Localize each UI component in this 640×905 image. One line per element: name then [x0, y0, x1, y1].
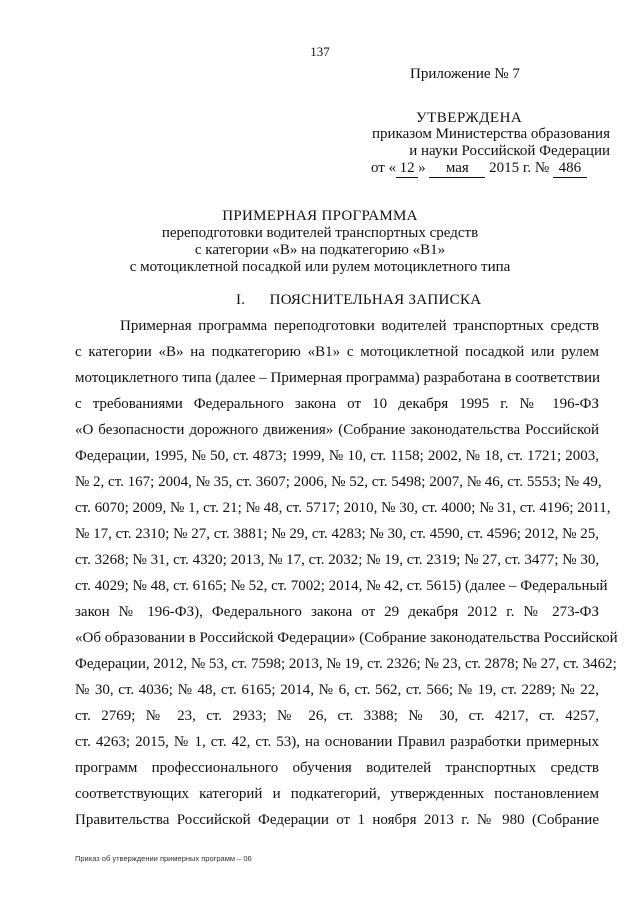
- approval-quote-close: »: [418, 160, 426, 176]
- approval-line-2: и науки Российской Федерации: [409, 143, 610, 159]
- body-line: соответствующих категорий и подкатегорий, утвержденных постановлением: [75, 786, 599, 802]
- body-line: закон № 196-ФЗ), Федерального закона от 29 декабря 2012 г. № 273-ФЗ: [75, 604, 599, 620]
- approval-number: 486: [553, 160, 587, 178]
- body-line: ст. 3268; № 31, ст. 4320; 2013, № 17, ст. 2032; № 19, ст. 2319; № 27, ст. 3477; № 30,: [75, 552, 600, 568]
- body-line: Федерации, 2012, № 53, ст. 7598; 2013, № 19, ст. 2326; № 23, ст. 2878; № 27, ст. 3462;: [75, 656, 617, 672]
- program-subtitle-3: с мотоциклетной посадкой или рулем мотоциклетного типа: [129, 259, 511, 275]
- approval-date: [371, 160, 587, 178]
- section-title: ПОЯСНИТЕЛЬНАЯ ЗАПИСКА: [269, 292, 482, 308]
- appendix-label: Приложение № 7: [410, 66, 520, 82]
- body-line: программ профессионального обучения водителей транспортных средств: [75, 760, 599, 776]
- program-subtitle-2: с категории «В» на подкатегорию «В1»: [194, 242, 446, 258]
- body-line: Примерная программа переподготовки водителей транспортных средств: [120, 318, 599, 334]
- approval-day: 12: [396, 160, 418, 178]
- body-line: «Об образовании в Российской Федерации» (Собрание законодательства Российской: [75, 630, 618, 646]
- body-line: № 2, ст. 167; 2004, № 35, ст. 3607; 2006, № 52, ст. 5498; 2007, № 46, ст. 5553; № 49,: [75, 474, 602, 490]
- body-line: ст. 6070; 2009, № 1, ст. 21; № 48, ст. 5717; 2010, № 30, ст. 4000; № 31, ст. 4196; 2011,: [75, 500, 611, 516]
- body-line: № 17, ст. 2310; № 27, ст. 3881; № 29, ст. 4283; № 30, ст. 4590, ст. 4596; 2012, № 25,: [75, 526, 599, 542]
- section-heading: [236, 292, 481, 309]
- body-line: ст. 2769; № 23, ст. 2933; № 26, ст. 3388; № 30, ст. 4217, ст. 4257,: [75, 708, 599, 724]
- program-subtitle-1: переподготовки водителей транспортных средств: [161, 225, 479, 241]
- body-line: ст. 4029; № 48, ст. 6165; № 52, ст. 7002; 2014, № 42, ст. 5615) (далее – Федеральный: [75, 578, 608, 594]
- body-line: мотоциклетного типа (далее – Примерная программа) разработана в соответствии: [75, 370, 601, 386]
- body-line: № 30, ст. 4036; № 48, ст. 6165; 2014, № 6, ст. 562, ст. 566; № 19, ст. 2289; № 22,: [75, 682, 599, 698]
- body-line: «О безопасности дорожного движения» (Собрание законодательства Российской: [75, 422, 599, 438]
- approval-month: мая: [429, 160, 485, 178]
- approval-title: УТВЕРЖДЕНА: [416, 110, 523, 126]
- body-line: с требованиями Федерального закона от 10 декабря 1995 г. № 196-ФЗ: [75, 396, 599, 412]
- body-line: ст. 4263; 2015, № 1, ст. 42, ст. 53), на основании Правил разработки примерных: [75, 734, 599, 750]
- section-number: I.: [236, 292, 246, 308]
- body-line: Федерации, 1995, № 50, ст. 4873; 1999, № 10, ст. 1158; 2002, № 18, ст. 1721; 2003,: [75, 448, 599, 464]
- footer-note: Приказ об утверждении примерных программ – 06: [75, 854, 252, 863]
- body-line: с категории «В» на подкатегорию «В1» с мотоциклетной посадкой или рулем: [75, 344, 599, 360]
- approval-year: 2015 г. №: [489, 160, 550, 176]
- approval-date-prefix: от «: [371, 160, 397, 176]
- page-number: 137: [310, 44, 330, 59]
- body-line: Правительства Российской Федерации от 1 ноября 2013 г. № 980 (Собрание: [75, 812, 599, 828]
- program-title: ПРИМЕРНАЯ ПРОГРАММА: [222, 208, 418, 224]
- approval-line-1: приказом Министерства образования: [372, 126, 610, 142]
